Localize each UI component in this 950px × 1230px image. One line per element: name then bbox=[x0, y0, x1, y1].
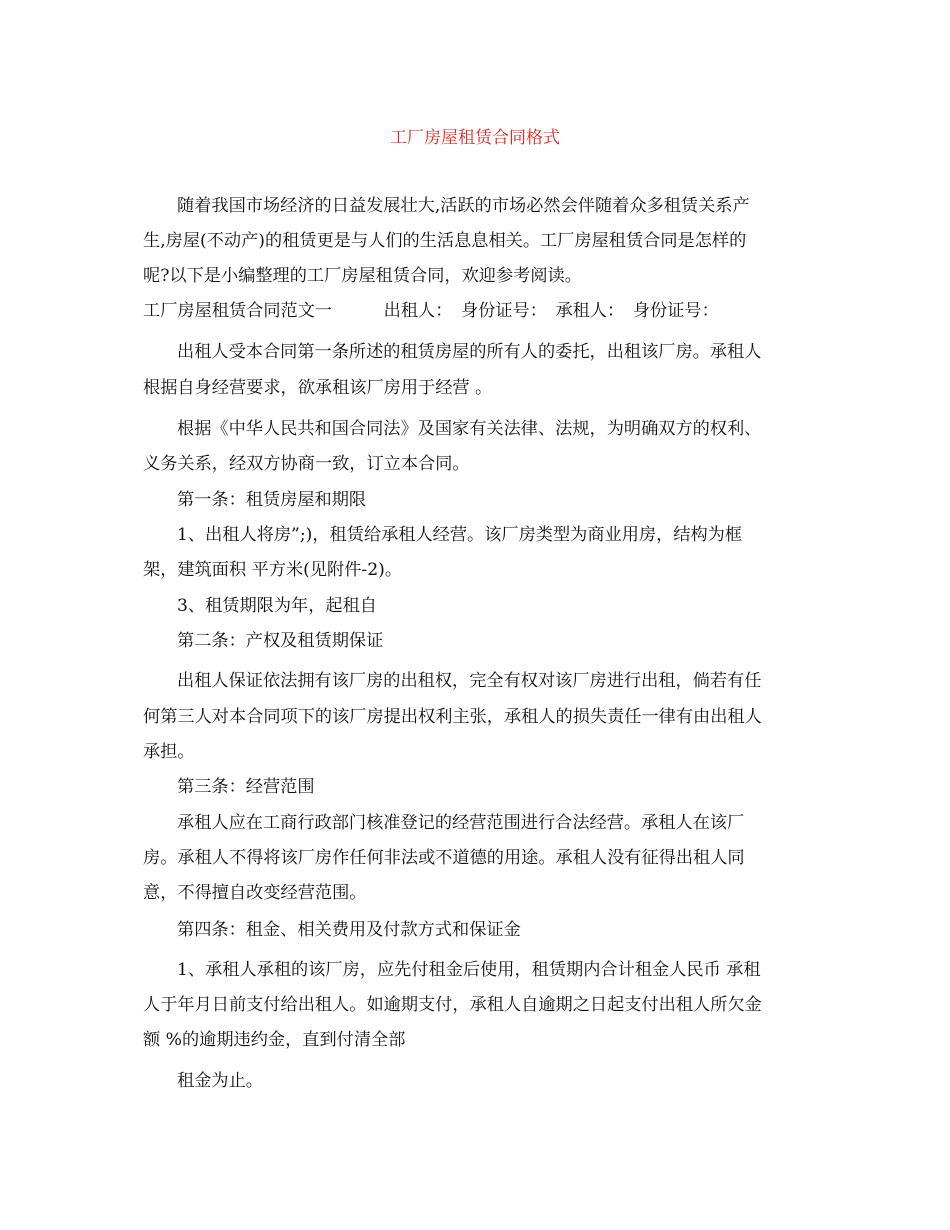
paragraph-line: 额 %的逾期违约金，直到付清全部 bbox=[143, 1030, 406, 1050]
paragraph-line: 意，不得擅自改变经营范围。 bbox=[143, 883, 367, 903]
paragraph-line: 房。承租人不得将该厂房作任何非法或不道德的用途。承租人没有征得出租人同 bbox=[143, 848, 745, 868]
paragraph-line: 承担。 bbox=[143, 742, 195, 762]
paragraph-line: 根据自身经营要求，欲承租该厂房用于经营 。 bbox=[143, 378, 493, 398]
section-heading: 第二条：产权及租赁期保证 bbox=[177, 631, 384, 651]
paragraph-line: 人于年月日前支付给出租人。如逾期支付，承租人自逾期之日起支付出租人所欠金 bbox=[143, 995, 762, 1015]
paragraph-line: 呢?以下是小编整理的工厂房屋租赁合同，欢迎参考阅读。 bbox=[143, 266, 582, 286]
section-heading: 第三条：经营范围 bbox=[177, 777, 315, 797]
section-heading: 第一条：租赁房屋和期限 bbox=[177, 490, 367, 510]
paragraph-line: 义务关系，经双方协商一致，订立本合同。 bbox=[143, 454, 470, 474]
paragraph-line: 承租人应在工商行政部门核准登记的经营范围进行合法经营。承租人在该厂 bbox=[177, 813, 745, 833]
paragraph-line: 1、出租人将房”;)，租赁给承租人经营。该厂房类型为商业用房，结构为框 bbox=[177, 525, 743, 545]
paragraph-line: 根据《中华人民共和国合同法》及国家有关法律、法规，为明确双方的权利、 bbox=[177, 419, 762, 439]
paragraph-line: 出租人受本合同第一条所述的租赁房屋的所有人的委托，出租该厂房。承租人 bbox=[177, 342, 762, 362]
paragraph-line: 何第三人对本合同项下的该厂房提出权利主张，承租人的损失责任一律有由出租人 bbox=[143, 707, 762, 727]
paragraph-line: 工厂房屋租赁合同范文一 出租人： 身份证号： 承租人： 身份证号： bbox=[143, 301, 719, 321]
paragraph-line: 生,房屋(不动产)的租赁更是与人们的生活息息相关。工厂房屋租赁合同是怎样的 bbox=[143, 231, 747, 251]
paragraph-line: 随着我国市场经济的日益发展壮大,活跃的市场必然会伴随着众多租赁关系产 bbox=[177, 196, 750, 216]
paragraph-line: 1、承租人承租的该厂房，应先付租金后使用，租赁期内合计租金人民币 承租 bbox=[177, 960, 761, 980]
paragraph-line: 架，建筑面积 平方米(见附件-2)。 bbox=[143, 560, 403, 580]
document-title: 工厂房屋租赁合同格式 bbox=[390, 128, 560, 148]
section-heading: 第四条：租金、相关费用及付款方式和保证金 bbox=[177, 920, 521, 940]
paragraph-line: 出租人保证依法拥有该厂房的出租权，完全有权对该厂房进行出租，倘若有任 bbox=[177, 671, 762, 691]
paragraph-line: 租金为止。 bbox=[177, 1071, 263, 1091]
paragraph-line: 3、租赁期限为年，起租自 bbox=[177, 596, 377, 616]
